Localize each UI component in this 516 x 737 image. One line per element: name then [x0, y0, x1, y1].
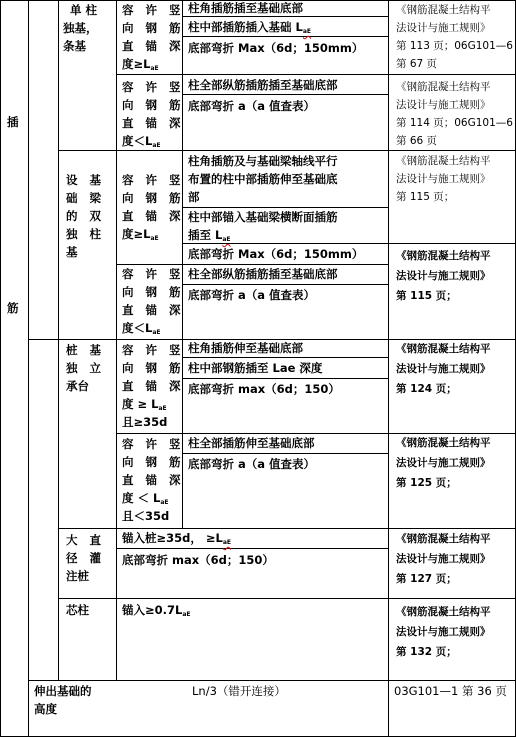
reference-text: 《钢筋混凝土结构平: [396, 606, 491, 618]
grid-line: [58, 598, 515, 599]
core-column-title: 芯柱: [66, 603, 89, 617]
reference-text: 第 115 页；: [396, 290, 457, 302]
condition-line: 容 许 竖: [122, 80, 185, 94]
footer-value: Ln/3（错开连接）: [192, 684, 286, 698]
method-text: 柱中部锚入基础梁横断面插筋: [188, 210, 338, 224]
pile-cap-title: 独 立: [66, 361, 106, 375]
reference-text: 《钢筋混凝土结构平: [396, 533, 491, 545]
double-column-title: 基: [66, 245, 82, 259]
condition-line: 容 许 竖: [122, 3, 185, 17]
double-column-title: 设 基: [66, 173, 106, 187]
method-text: 柱中部钢筋插至 Lae 深度: [188, 361, 323, 375]
reference-text: 《钢筋混凝土结构平: [396, 437, 491, 449]
large-pile-title: 大 直: [66, 533, 106, 547]
footer-label: 高度: [34, 702, 57, 716]
method-text: 底部弯折 a（a 值查表）: [188, 99, 316, 113]
condition-line: 度$<L_{aE}$: [122, 321, 161, 336]
method-text: 柱全部插筋伸至基础底部: [188, 436, 315, 450]
method-text: 部: [188, 190, 200, 204]
reference-text: 法设计与施工规则》: [396, 457, 491, 469]
reference-text: 法设计与施工规则》: [396, 363, 491, 375]
single-column-title-1: 单 柱: [70, 3, 98, 17]
double-column-title: 础 梁: [66, 191, 106, 205]
large-pile-title: 注桩: [66, 569, 89, 583]
reference-text: 《钢筋混凝土结构平: [396, 343, 491, 355]
condition-line: 向 钢 筋: [122, 285, 185, 299]
condition-line: 容 许 竖: [122, 173, 185, 187]
method-text: 柱全部纵筋插筋插至基础底部: [188, 78, 338, 92]
method-text: 插至 $L_{aE}$: [188, 228, 231, 243]
reference-text: 《钢筋混凝土结构平: [396, 81, 491, 93]
double-column-title: 的 双: [66, 209, 106, 223]
condition-line: 向 钢 筋: [122, 98, 185, 112]
condition-line: 直 锚 深: [122, 209, 185, 223]
method-text: 布置的柱中部插筋伸至基础底: [188, 172, 338, 186]
large-pile-title: 径 灌: [66, 551, 106, 565]
double-column-title: 独 柱: [66, 227, 106, 241]
column-label-top: 插: [7, 115, 19, 129]
reference-text: 第 127 页；: [396, 573, 457, 585]
condition-line: 度 ＜ $L_{aE}$: [122, 491, 169, 506]
reference-text: 第 125 页；: [396, 477, 457, 489]
reference-text: 《钢筋混凝土结构平: [396, 4, 491, 16]
reference-text: 第 113 页；06G101—6: [396, 40, 513, 52]
grid-line: [0, 0, 1, 737]
reference-text: 法设计与施工规则》: [396, 173, 491, 185]
grid-line: [28, 0, 29, 737]
reference-text: 法设计与施工规则》: [396, 99, 491, 111]
method-text: 底部弯折 a（a 值查表）: [188, 457, 316, 471]
condition-line: 度 ≥ $L_{aE}$: [122, 397, 167, 412]
method-text: 底部弯折 Max（6d；150mm）: [188, 247, 364, 261]
grid-line: [388, 0, 389, 737]
reference-text: 第 114 页；06G101—6: [396, 117, 513, 129]
single-column-title-3: 条基: [63, 39, 86, 53]
grid-line: [116, 0, 117, 680]
reference-text: 第 115 页；: [396, 191, 455, 203]
condition-line: 向 钢 筋: [122, 361, 185, 375]
reference-text: 法设计与施工规则》: [396, 553, 491, 565]
reference-text: 《钢筋混凝土结构平: [396, 250, 491, 262]
condition-line: 直 锚 深: [122, 379, 185, 393]
condition-line: 直 锚 深: [122, 473, 185, 487]
method-text: 柱角插筋插至基础底部: [188, 1, 303, 15]
condition-line: 度$<L_{aE}$: [122, 134, 161, 149]
method-text: 底部弯折 Max（6d；150mm）: [188, 41, 364, 55]
method-text: 底部弯折 a（a 值查表）: [188, 288, 316, 302]
reference-text: 第 66 页: [396, 135, 438, 147]
reference-text: 第 132 页；: [396, 646, 457, 658]
reference-text: 法设计与施工规则》: [396, 22, 491, 34]
condition-line: 且≥35d: [122, 415, 168, 429]
method-text: 柱全部纵筋插筋插至基础底部: [188, 267, 338, 281]
method-text: 锚入桩≥35d， $\ge L_{aE}$: [122, 531, 231, 546]
condition-line: 直 锚 深: [122, 39, 185, 53]
condition-line: 直 锚 深: [122, 303, 185, 317]
condition-line: 度$\ge L_{aE}$: [122, 57, 159, 72]
condition-line: 且＜35d: [122, 509, 170, 523]
footer-reference: 03G101—1 第 36 页: [394, 684, 507, 698]
method-text: 底部弯折 max（6d；150）: [122, 553, 274, 567]
grid-line: [58, 0, 59, 680]
column-label-bottom: 筋: [7, 301, 19, 315]
condition-line: 向 钢 筋: [122, 455, 185, 469]
single-column-title-2: 独基，: [63, 21, 98, 35]
reference-text: 法设计与施工规则》: [396, 626, 491, 638]
condition-line: 容 许 竖: [122, 437, 185, 451]
condition-line: 度$\ge L_{aE}$: [122, 227, 159, 242]
pile-cap-title: 承台: [66, 379, 89, 393]
reference-text: 法设计与施工规则》: [396, 270, 491, 282]
method-text: 锚入$\ge 0.7L_{aE}$: [122, 603, 191, 618]
footer-label: 伸出基础的: [34, 684, 92, 698]
reference-text: 第 67 页: [396, 58, 438, 70]
condition-line: 向 钢 筋: [122, 21, 185, 35]
condition-line: 容 许 竖: [122, 343, 185, 357]
condition-line: 容 许 竖: [122, 267, 185, 281]
reference-text: 第 124 页；: [396, 383, 457, 395]
method-text: 柱中部插筋插入基础 $L_{aE}$: [188, 20, 311, 35]
method-text: 柱角插筋伸至基础底部: [188, 341, 303, 355]
condition-line: 向 钢 筋: [122, 191, 185, 205]
condition-line: 直 锚 深: [122, 116, 185, 130]
pile-cap-title: 桩 基: [66, 343, 106, 357]
method-text: 柱角插筋及与基础梁轴线平行: [188, 154, 338, 168]
reference-text: 《钢筋混凝土结构平: [396, 155, 491, 167]
method-text: 底部弯折 max（6d；150）: [188, 382, 340, 396]
